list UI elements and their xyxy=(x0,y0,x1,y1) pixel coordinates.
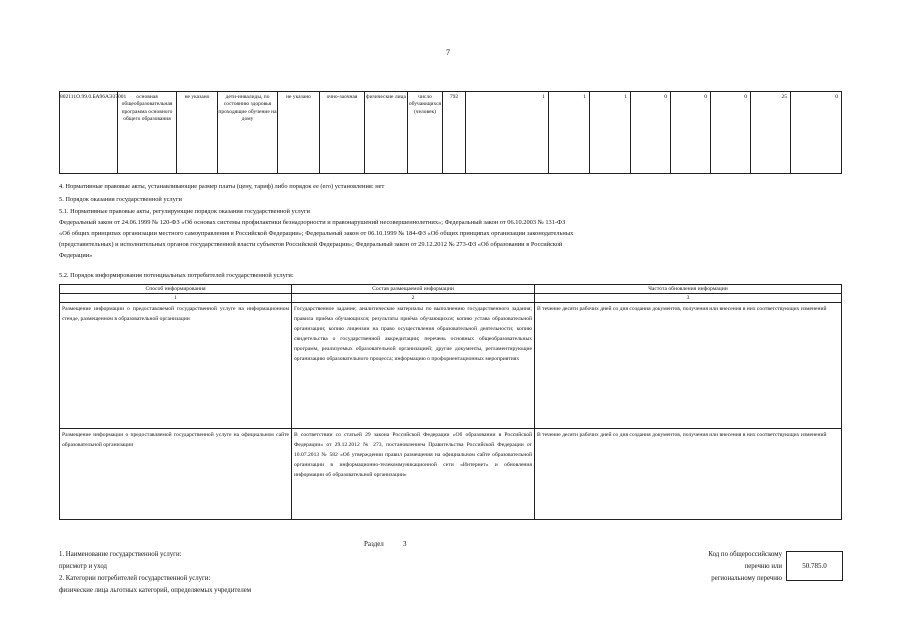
indicator-cell: число обучающихся (человек) xyxy=(408,92,443,174)
column-number: 1 xyxy=(60,294,292,303)
method-cell: Размещение информации о предоставляемой государственной услуге на официальном сайте образовательной организации xyxy=(60,429,292,520)
value-cell: 0 xyxy=(631,92,671,174)
column-header-method: Способ информирования xyxy=(60,285,292,294)
code-label-line-2: перечню или xyxy=(744,563,782,570)
consumer-cell: физические лица xyxy=(365,92,408,174)
value-cell: 1 xyxy=(549,92,590,174)
frequency-cell: В течение десяти рабочих дней со дня создания документов, получения или внесения в них соответствующих изменений xyxy=(535,303,842,429)
value-cell: 0 xyxy=(711,92,751,174)
paragraph-5-2: 5.2. Порядок информирования потенциальных потребителей государственной услуги: xyxy=(59,272,294,279)
section-number: 3 xyxy=(403,540,407,548)
column-number: 3 xyxy=(535,294,842,303)
category-cell: дети-инвалиды, по состоянию здоровья проходящие обучение на дому xyxy=(218,92,278,174)
paragraph-5: 5. Порядок оказания государственной услуги xyxy=(59,196,182,203)
program-cell: основная общеобразовательная программа основного общего образования xyxy=(118,92,177,174)
content-cell: Государственное задание; аналитические материалы по выполнению государственного задания; правила приёма обучающихся; результаты приёма обучающихся; копию устава образовательной организации; копию лицензии на право осуществления образовательной деятельности; копию свидетельства о государственной аккредитации; перечень основных общеобразовательных программ, реализуемых образовательной организацией; другие документы, регламентирующие организацию образовательного процесса; информацию о профориентационных мероприятиях xyxy=(292,303,535,429)
column-header-content: Состав размещаемой информации xyxy=(292,285,535,294)
registry-number-cell: 802111О.99.0.БА96АЭ37001 xyxy=(60,92,118,174)
table-row xyxy=(60,429,842,520)
table-header-row xyxy=(60,285,842,294)
column-number-row xyxy=(60,294,842,303)
table-cell: не указано xyxy=(278,92,320,174)
column-header-frequency: Частота обновления информации xyxy=(535,285,842,294)
consumer-category-label: 2. Категории потребителей государственной услуги: xyxy=(59,575,211,582)
form-cell: очно-заочная xyxy=(320,92,365,174)
value-cell: 25 xyxy=(751,92,791,174)
table-cell: не указано xyxy=(177,92,218,174)
legal-acts-line-3: (представительных) и исполнительных органов государственной власти субъектов Российской Федерации»; Федеральный закон от 29.12.2012 № 273-ФЗ «Об образовании в Российской xyxy=(59,241,563,248)
legal-acts-line-2: «Об общих принципах организации местного самоуправления в Российской Федерации»; Федеральный закон от 06.10.1999 № 184-ФЗ «Об общих принципах организации законодательных xyxy=(59,230,574,237)
value-cell: 0 xyxy=(671,92,711,174)
value-cell: 1 xyxy=(466,92,549,174)
indicator-table xyxy=(59,91,842,174)
content-cell: В соответствии со статьей 29 закона Российской Федерации «Об образовании в Российской Федерации» от 29.12.2012 № 273, постановлением Правительства Российской Федерации от 10.07.2013 № 582 «Об утверждении правил размещения на официальном сайте образовательной организации в информационно-телекоммуникационной сети «Интернет» и обновления информации об образовательной организации» xyxy=(292,429,535,520)
value-cell: 0 xyxy=(791,92,842,174)
consumer-category-value: физические лица льготных категорий, определяемых учредителем xyxy=(59,587,252,594)
information-table xyxy=(59,284,842,520)
legal-acts-line-1: Федеральный закон от 24.06.1999 № 120-ФЗ «Об основах системы профилактики безнадзорности и правонарушений несовершеннолетних»; Федеральный закон от 06.10.2003 № 131-ФЗ xyxy=(59,219,566,226)
page-number: 7 xyxy=(446,48,450,57)
unit-code-cell: 792 xyxy=(443,92,466,174)
service-code-box: 50.785.0 xyxy=(786,551,843,581)
frequency-cell: В течение десяти рабочих дней со дня создания документов, получения или внесения в них соответствующих изменений xyxy=(535,429,842,520)
method-cell: Размещение информации о предоставляемой государственной услуге на информационном стенде, размещенном в образовательной организации xyxy=(60,303,292,429)
code-label-line-3: региональному перечню xyxy=(711,575,782,582)
table-row xyxy=(60,92,842,174)
value-cell: 1 xyxy=(590,92,631,174)
paragraph-4: 4. Нормативные правовые акты, устанавливающие размер платы (цену, тариф) либо порядок ее (его) установления: нет xyxy=(59,183,385,190)
service-name-value: присмотр и уход xyxy=(59,563,107,570)
paragraph-5-1: 5.1. Нормативные правовые акты, регулирующие порядок оказания государственной услуги xyxy=(59,208,310,215)
section-label: Раздел xyxy=(364,540,384,548)
legal-acts-line-4: Федерации» xyxy=(59,252,93,259)
code-label-line-1: Код по общероссийскому xyxy=(708,551,782,558)
column-number: 2 xyxy=(292,294,535,303)
table-row xyxy=(60,303,842,429)
service-name-label: 1. Наименование государственной услуги: xyxy=(59,551,182,558)
